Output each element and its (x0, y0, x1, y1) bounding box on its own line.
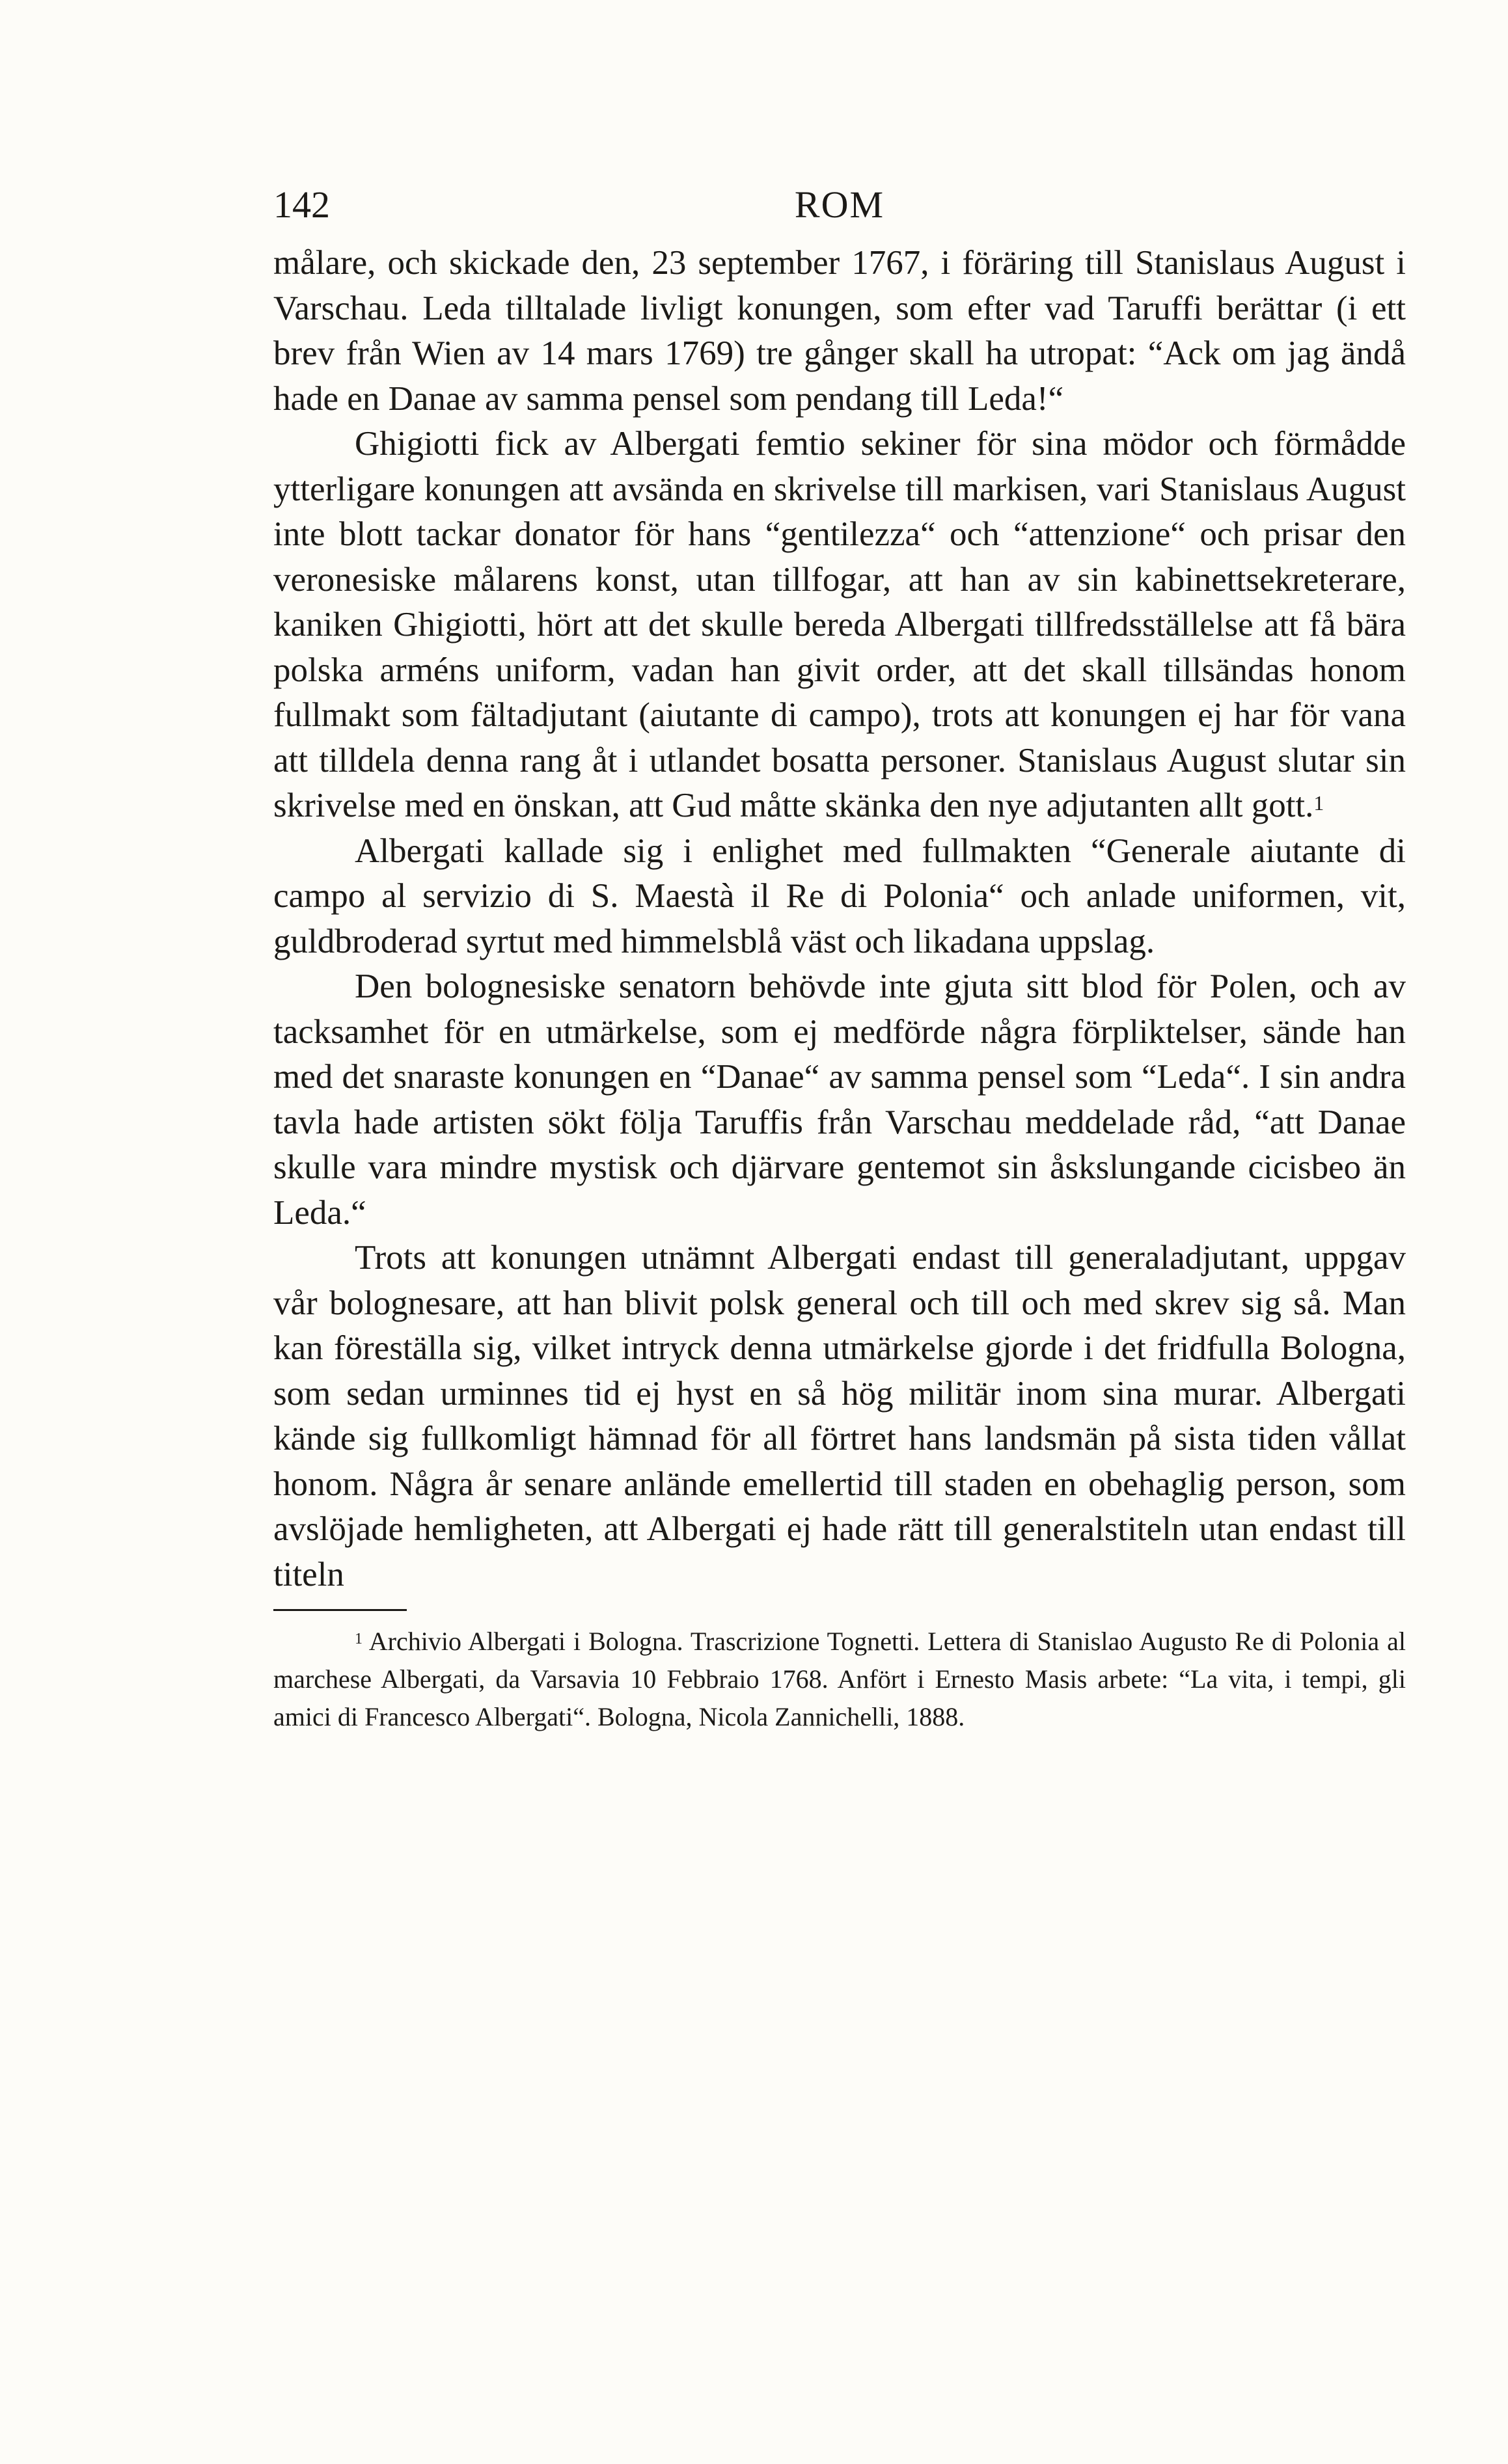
paragraph (273, 422, 1406, 829)
paragraph: Trots att konungen utnämnt Albergati endast till generaladjutant, uppgav vår bolognesare, att han blivit polsk general och till och med skrev sig så. Man kan föreställa sig, vilket intryck denna utmärkelse gjorde i det fridfulla Bologna, som sedan urminnes tid ej hyst en så hög militär inom sina murar. Albergati kände sig fullkomligt hämnad för all förtret hans landsmän på sista tiden vållat honom. Några år senare anlände emellertid till staden en obehaglig person, som avslöjade hemligheten, att Albergati ej hade rätt till generalstiteln utan endast till titeln (273, 1239, 1406, 1593)
paragraph: Albergati kallade sig i enlighet med fullmakten “Generale aiutante di campo al servizio di S. Maestà il Re di Polonia“ och anlade uniformen, vit, guldbroderad syrtut med himmelsblå väst och likadana uppslag. (273, 832, 1406, 960)
paragraph-text: Ghigiotti fick av Albergati femtio sekiner för sina mödor och förmådde ytterligare konungen att avsända en skrivelse till markisen, vari Stanislaus August inte blott tackar donator för hans “gentilezza“ och “attenzione“ och prisar den veronesiske målarens konst, utan tillfogar, att han av sin kabinettsekreterare, kaniken Ghigiotti, hört att det skulle bereda Albergati tillfredsställelse att få bära polska arméns uniform, vadan han givit order, att det skall tillsändas honom fullmakt som fältadjutant (aiutante di campo), trots att konungen ej har för vana att tilldela denna rang åt i utlandet bosatta personer. Stanislaus August slutar sin skrivelse med en önskan, att Gud måtte skänka den nye adjutanten allt gott. (273, 425, 1406, 824)
page-number: 142 (273, 183, 330, 226)
footnote-marker: 1 (355, 1631, 363, 1647)
footnote-divider (273, 1609, 407, 1611)
book-page (273, 176, 1406, 1736)
footnote-text: Archivio Albergati i Bologna. Trascrizione Tognetti. Lettera di Stanislao Augusto Re di Polonia al marchese Albergati, da Varsavia 10 Febbraio 1768. Anfört i Ernesto Masis arbete: “La vita, i tempi, gli amici di Francesco Albergati“. Bologna, Nicola Zannichelli, 1888. (273, 1627, 1406, 1731)
footnote-reference: 1 (1313, 792, 1324, 815)
paragraph: målare, och skickade den, 23 september 1767, i föräring till Stanislaus August i Varschau. Leda tilltalade livligt konungen, som efter vad Taruffi berättar (i ett brev från Wien av 14 mars 1769) tre gånger skall ha utropat: “Ack om jag ändå hade en Danae av samma pensel som pendang till Leda!“ (273, 244, 1406, 418)
paragraph: Den bolognesiske senatorn behövde inte gjuta sitt blod för Polen, och av tacksamhet för en utmärkelse, som ej medförde några förpliktelser, sände han med det snaraste konungen en “Danae“ av samma pensel som “Leda“. I sin andra tavla hade artisten sökt följa Taruffis från Varschau meddelade råd, “att Danae skulle vara mindre mystisk och djärvare gentemot sin åskslungande cicisbeo än Leda.“ (273, 968, 1406, 1232)
body-text (273, 241, 1406, 1597)
footnote (273, 1623, 1406, 1736)
running-head: ROM (794, 183, 885, 226)
page-header (273, 176, 1406, 234)
